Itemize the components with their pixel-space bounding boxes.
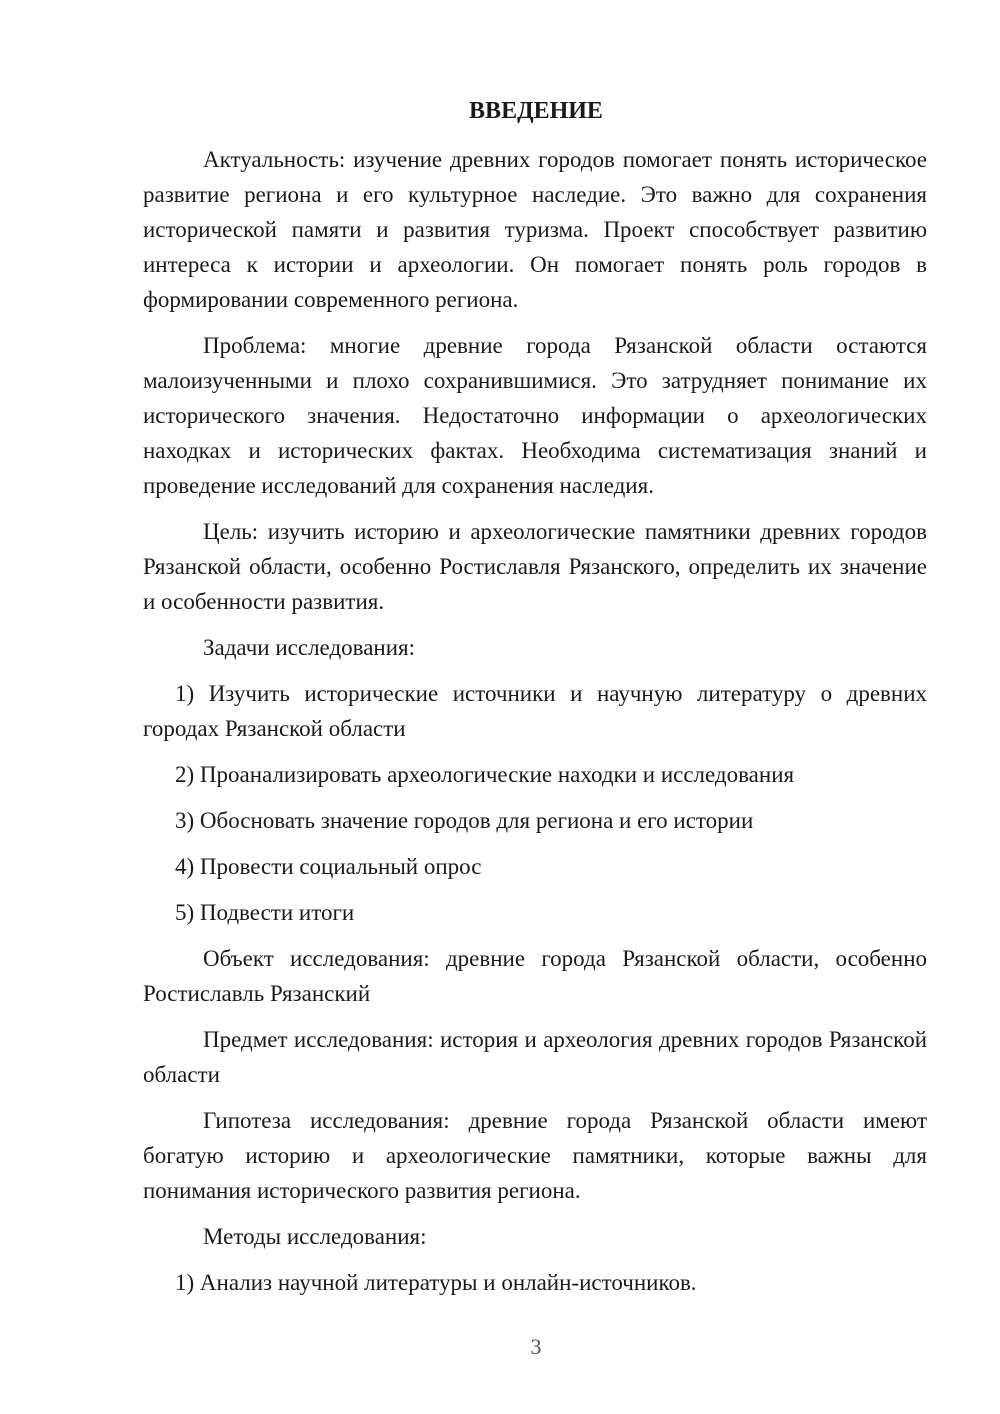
- tasks-title: Задачи исследования:: [203, 635, 416, 660]
- goal-paragraph: Цель: изучить историю и археологические памятники древних городов Рязанской области, особенно Ростиславля Рязанского, определить их значение и особенности развития.: [143, 519, 927, 614]
- task-item-5: 5) Подвести итоги: [175, 900, 355, 925]
- subject-paragraph: Предмет исследования: история и археология древних городов Рязанской области: [143, 1027, 927, 1087]
- methods-title: Методы исследования:: [203, 1224, 427, 1249]
- task-item-2: 2) Проанализировать археологические находки и исследования: [175, 762, 795, 787]
- hypothesis-paragraph: Гипотеза исследования: древние города Рязанской области имеют богатую историю и археологические памятники, которые важны для понимания исторического развития региона.: [143, 1108, 927, 1203]
- method-item-1: 1) Анализ научной литературы и онлайн-источников.: [175, 1270, 697, 1295]
- page-title: ВВЕДЕНИЕ: [469, 98, 603, 124]
- task-item-3: 3) Обосновать значение городов для региона и его истории: [175, 808, 754, 833]
- task-item-1: 1) Изучить исторические источники и научную литературу о древних городах Рязанской области: [143, 681, 927, 741]
- problem-paragraph: Проблема: многие древние города Рязанской области остаются малоизученными и плохо сохранившимися. Это затрудняет понимание их исторического значения. Недостаточно информации о археологических находках и исторических фактах. Необходима систематизация знаний и проведение исследований для сохранения наследия.: [143, 333, 927, 498]
- document-body: [143, 142, 927, 1311]
- relevance-paragraph: Актуальность: изучение древних городов помогает понять историческое развитие региона и его культурное наследие. Это важно для сохранения исторической памяти и развития туризма. Проект способствует развитию интереса к истории и археологии. Он помогает понять роль городов в формировании современного региона.: [143, 147, 927, 312]
- page-number: 3: [530, 1334, 542, 1359]
- object-paragraph: Объект исследования: древние города Рязанской области, особенно Ростиславль Рязанский: [143, 946, 927, 1006]
- task-item-4: 4) Провести социальный опрос: [175, 854, 482, 879]
